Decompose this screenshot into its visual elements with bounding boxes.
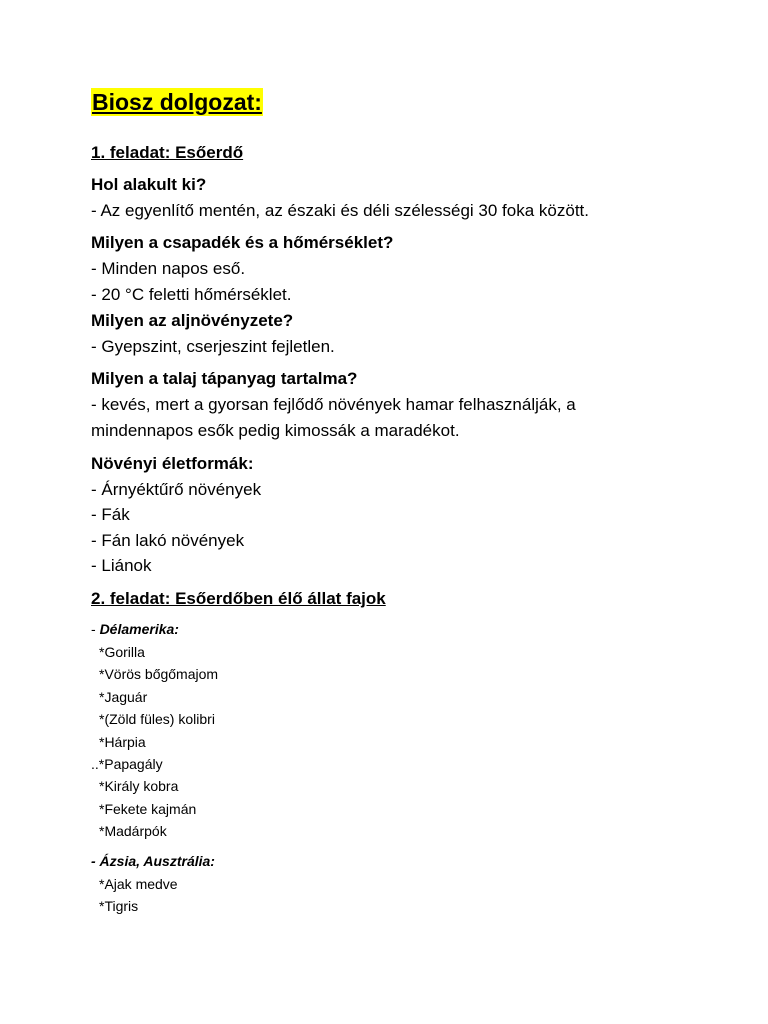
answer-soil-line2: mindennapos esők pedig kimossák a maradékot. <box>91 421 460 440</box>
life-form-item: - Fák <box>91 505 130 524</box>
life-form-item: - Liánok <box>91 556 152 575</box>
answer-climate-temp: - 20 °C feletti hőmérséklet. <box>91 285 292 304</box>
answer-climate-rain: - Minden napos eső. <box>91 259 246 278</box>
question-life-forms: Növényi életformák: <box>91 454 254 473</box>
animal-item: *Jaguár <box>99 689 148 705</box>
region-heading-south-america <box>91 621 179 638</box>
animal-item: *Tigris <box>99 898 139 914</box>
question-undergrowth: Milyen az aljnövényzete? <box>91 311 294 330</box>
animal-item: *Gorilla <box>99 644 145 660</box>
animal-item: *Madárpók <box>99 823 167 839</box>
document-title: Biosz dolgozat: <box>92 89 262 115</box>
task1-heading: 1. feladat: Esőerdő <box>91 143 244 162</box>
question-soil: Milyen a talaj tápanyag tartalma? <box>91 369 358 388</box>
life-form-item: - Fán lakó növények <box>91 531 245 550</box>
animal-item: *Vörös bőgőmajom <box>99 666 219 682</box>
animal-item: *Hárpia <box>99 734 146 750</box>
animal-item: *Király kobra <box>99 778 179 794</box>
animal-item: *Ajak medve <box>99 876 178 892</box>
answer-undergrowth: - Gyepszint, cserjeszint fejletlen. <box>91 337 335 356</box>
region-label: Délamerika: <box>99 621 179 637</box>
answer-soil-line1: - kevés, mert a gyorsan fejlődő növények hamar felhasználják, a <box>91 395 576 414</box>
question-origin: Hol alakult ki? <box>91 175 207 194</box>
animal-item: *(Zöld füles) kolibri <box>99 711 215 727</box>
region-prefix: - <box>91 621 100 637</box>
task2-heading: 2. feladat: Esőerdőben élő állat fajok <box>91 589 386 608</box>
answer-origin: - Az egyenlítő mentén, az északi és déli szélességi 30 foka között. <box>91 201 589 220</box>
animal-item: *Fekete kajmán <box>99 801 197 817</box>
animal-item: ..*Papagály <box>91 756 163 772</box>
life-form-item: - Árnyéktűrő növények <box>91 480 262 499</box>
region-heading-asia-australia: - Ázsia, Ausztrália: <box>91 853 215 869</box>
question-climate: Milyen a csapadék és a hőmérséklet? <box>91 233 394 252</box>
